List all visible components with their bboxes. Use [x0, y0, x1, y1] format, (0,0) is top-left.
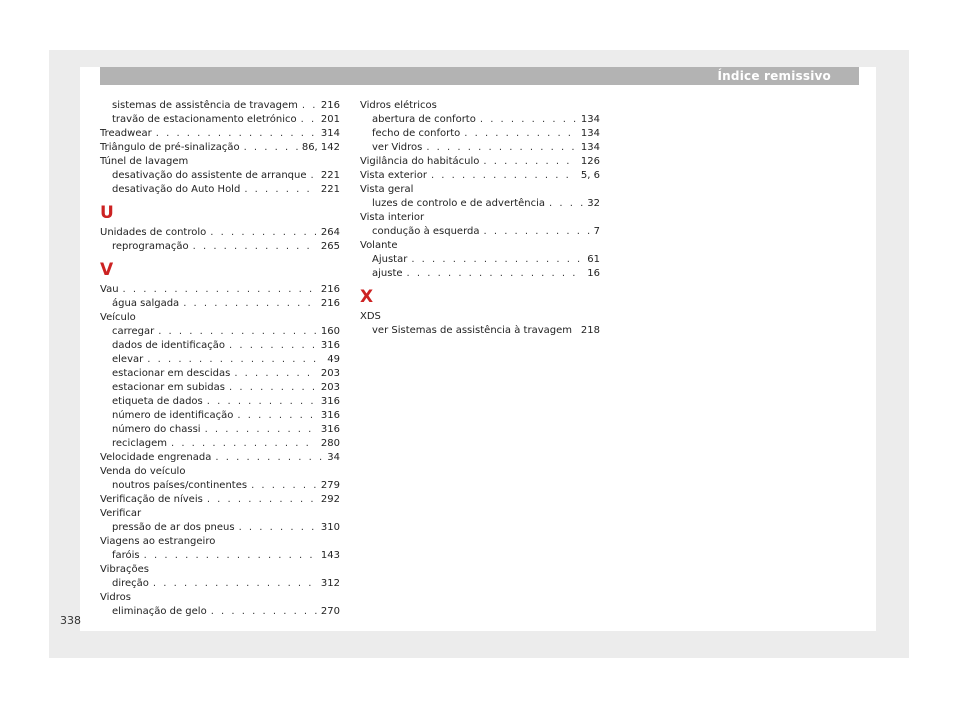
- index-subentry: [100, 113, 340, 127]
- index-subentry: [360, 225, 600, 239]
- entry-text: desativação do Auto Hold: [112, 184, 241, 195]
- entry-page-ref[interactable]: 49: [327, 354, 340, 365]
- index-entry: [100, 311, 340, 325]
- entry-text: Viagens ao estrangeiro: [100, 536, 216, 547]
- entry-page-ref[interactable]: 86, 142: [301, 142, 340, 153]
- entry-page-ref[interactable]: 5, 6: [580, 170, 600, 181]
- dot-leader: [207, 395, 317, 409]
- index-subentry: [100, 381, 340, 395]
- index-entry: [100, 535, 340, 549]
- index-subentry: [100, 577, 340, 591]
- index-subentry: [100, 353, 340, 367]
- header-bar: [100, 67, 859, 85]
- index-letter-heading: X: [360, 287, 374, 307]
- index-column-left: [100, 99, 340, 619]
- entry-page-ref[interactable]: 61: [587, 254, 600, 265]
- entry-text: estacionar em descidas: [112, 368, 231, 379]
- dot-leader: [207, 493, 317, 507]
- entry-page-ref[interactable]: 32: [587, 198, 600, 209]
- entry-page-ref[interactable]: 265: [320, 241, 340, 252]
- page-number: 338: [60, 614, 81, 627]
- entry-page-ref[interactable]: 310: [320, 522, 340, 533]
- index-letter-heading: U: [100, 203, 114, 223]
- index-entry: [100, 563, 340, 577]
- dot-leader: [211, 605, 317, 619]
- dot-leader: [123, 283, 317, 297]
- entry-page-ref[interactable]: 143: [320, 550, 340, 561]
- index-entry: [100, 591, 340, 605]
- dot-leader: [576, 324, 577, 338]
- index-subentry: [360, 197, 600, 211]
- index-entry: [100, 127, 340, 141]
- entry-text: água salgada: [112, 298, 180, 309]
- index-entry: [360, 211, 600, 225]
- entry-page-ref[interactable]: 316: [320, 396, 340, 407]
- index-subentry: [100, 367, 340, 381]
- entry-text: ver Sistemas de assistência à travagem: [372, 325, 572, 336]
- entry-text: reprogramação: [112, 241, 189, 252]
- entry-text: número de identificação: [112, 410, 234, 421]
- entry-text: Vigilância do habitáculo: [360, 156, 480, 167]
- entry-text: reciclagem: [112, 438, 167, 449]
- dot-leader: [411, 253, 583, 267]
- entry-text: Vidros: [100, 592, 131, 603]
- dot-leader: [144, 549, 317, 563]
- entry-text: Verificação de níveis: [100, 494, 203, 505]
- index-subentry: [100, 479, 340, 493]
- dot-leader: [251, 479, 317, 493]
- entry-text: Veículo: [100, 312, 136, 323]
- dot-leader: [210, 226, 317, 240]
- index-entry: [360, 310, 600, 324]
- dot-leader: [407, 267, 584, 281]
- entry-page-ref[interactable]: 218: [580, 325, 600, 336]
- entry-text: sistemas de assistência de travagem: [112, 100, 298, 111]
- entry-text: número do chassi: [112, 424, 201, 435]
- entry-page-ref[interactable]: 279: [320, 480, 340, 491]
- index-subentry: [360, 253, 600, 267]
- entry-text: elevar: [112, 354, 144, 365]
- index-subentry: [100, 169, 340, 183]
- entry-text: Treadwear: [100, 128, 152, 139]
- entry-text: estacionar em subidas: [112, 382, 225, 393]
- entry-text: etiqueta de dados: [112, 396, 203, 407]
- entry-text: Triângulo de pré-sinalização: [100, 142, 240, 153]
- entry-text: Vidros elétricos: [360, 100, 437, 111]
- dot-leader: [244, 141, 298, 155]
- entry-text: Volante: [360, 240, 398, 251]
- index-subentry: [100, 240, 340, 254]
- entry-page-ref[interactable]: 216: [320, 298, 340, 309]
- index-entry: [100, 155, 340, 169]
- entry-text: Venda do veículo: [100, 466, 186, 477]
- entry-page-ref[interactable]: 134: [580, 128, 600, 139]
- dot-leader: [229, 339, 317, 353]
- dot-leader: [302, 99, 317, 113]
- dot-leader: [311, 169, 317, 183]
- entry-text: Velocidade engrenada: [100, 452, 212, 463]
- index-subentry: [360, 324, 600, 338]
- dot-leader: [153, 577, 317, 591]
- index-subentry: [100, 409, 340, 423]
- entry-text: carregar: [112, 326, 155, 337]
- index-subentry: [100, 99, 340, 113]
- dot-leader: [426, 141, 577, 155]
- index-subentry: [360, 127, 600, 141]
- entry-text: abertura de conforto: [372, 114, 476, 125]
- entry-text: eliminação de gelo: [112, 606, 207, 617]
- entry-text: desativação do assistente de arranque: [112, 170, 307, 181]
- entry-page-ref[interactable]: 221: [320, 170, 340, 181]
- dot-leader: [301, 113, 317, 127]
- entry-text: luzes de controlo e de advertência: [372, 198, 546, 209]
- entry-text: noutros países/continentes: [112, 480, 248, 491]
- entry-text: Túnel de lavagem: [100, 156, 189, 167]
- entry-text: Ajustar: [372, 254, 408, 265]
- entry-page-ref[interactable]: 280: [320, 438, 340, 449]
- dot-leader: [464, 127, 577, 141]
- entry-page-ref[interactable]: 316: [320, 410, 340, 421]
- entry-text: Vista exterior: [360, 170, 427, 181]
- entry-text: pressão de ar dos pneus: [112, 522, 235, 533]
- index-subentry: [100, 423, 340, 437]
- entry-text: direção: [112, 578, 149, 589]
- index-entry: [360, 99, 600, 113]
- index-subentry: [360, 267, 600, 281]
- entry-page-ref[interactable]: 201: [320, 114, 340, 125]
- entry-text: condução à esquerda: [372, 226, 480, 237]
- index-subentry: [100, 437, 340, 451]
- index-subentry: [100, 549, 340, 563]
- entry-page-ref[interactable]: 314: [320, 128, 340, 139]
- entry-page-ref[interactable]: 221: [320, 184, 340, 195]
- index-entry: [100, 465, 340, 479]
- dot-leader: [171, 437, 317, 451]
- index-entry: [100, 141, 340, 155]
- dot-leader: [431, 169, 577, 183]
- entry-page-ref[interactable]: 292: [320, 494, 340, 505]
- entry-page-ref[interactable]: 134: [580, 114, 600, 125]
- dot-leader: [193, 240, 317, 254]
- dot-leader: [205, 423, 317, 437]
- index-subentry: [100, 339, 340, 353]
- entry-text: travão de estacionamento eletrónico: [112, 114, 297, 125]
- index-entry: [360, 155, 600, 169]
- dot-leader: [147, 353, 323, 367]
- entry-text: Vibrações: [100, 564, 149, 575]
- index-subentry: [360, 141, 600, 155]
- entry-text: Vau: [100, 284, 119, 295]
- dot-leader: [156, 127, 317, 141]
- index-entry: [100, 493, 340, 507]
- index-subentry: [360, 113, 600, 127]
- index-subentry: [100, 395, 340, 409]
- index-entry: [100, 451, 340, 465]
- index-subentry: [100, 297, 340, 311]
- index-subentry: [100, 605, 340, 619]
- index-entry: [100, 283, 340, 297]
- entry-page-ref[interactable]: 316: [320, 424, 340, 435]
- entry-page-ref[interactable]: 203: [320, 382, 340, 393]
- entry-text: faróis: [112, 550, 140, 561]
- dot-leader: [234, 367, 317, 381]
- entry-page-ref[interactable]: 216: [320, 100, 340, 111]
- entry-page-ref[interactable]: 7: [593, 226, 600, 237]
- entry-page-ref[interactable]: 16: [587, 268, 600, 279]
- entry-text: ver Vidros: [372, 142, 423, 153]
- entry-page-ref[interactable]: 312: [320, 578, 340, 589]
- dot-leader: [183, 297, 317, 311]
- index-entry: [360, 169, 600, 183]
- entry-text: Verificar: [100, 508, 142, 519]
- entry-text: ajuste: [372, 268, 403, 279]
- index-entry: [100, 226, 340, 240]
- entry-page-ref[interactable]: 160: [320, 326, 340, 337]
- entry-text: Vista geral: [360, 184, 414, 195]
- entry-page-ref[interactable]: 270: [320, 606, 340, 617]
- entry-text: Vista interior: [360, 212, 425, 223]
- dot-leader: [237, 409, 316, 423]
- entry-text: fecho de conforto: [372, 128, 461, 139]
- entry-page-ref[interactable]: 126: [580, 156, 600, 167]
- index-subentry: [100, 521, 340, 535]
- entry-page-ref[interactable]: 216: [320, 284, 340, 295]
- entry-page-ref[interactable]: 34: [327, 452, 340, 463]
- dot-leader: [244, 183, 317, 197]
- dot-leader: [229, 381, 317, 395]
- dot-leader: [215, 451, 323, 465]
- entry-text: Unidades de controlo: [100, 227, 207, 238]
- entry-text: XDS: [360, 311, 381, 322]
- entry-page-ref[interactable]: 134: [580, 142, 600, 153]
- dot-leader: [480, 113, 577, 127]
- index-subentry: [100, 183, 340, 197]
- entry-page-ref[interactable]: 203: [320, 368, 340, 379]
- dot-leader: [549, 197, 583, 211]
- index-letter-heading: V: [100, 260, 114, 280]
- dot-leader: [483, 155, 577, 169]
- dot-leader: [158, 325, 317, 339]
- page-title: Índice remissivo: [717, 69, 831, 83]
- index-column-right: [360, 99, 600, 338]
- entry-text: dados de identificação: [112, 340, 225, 351]
- entry-page-ref[interactable]: 264: [320, 227, 340, 238]
- index-subentry: [100, 325, 340, 339]
- dot-leader: [483, 225, 589, 239]
- index-entry: [360, 183, 600, 197]
- entry-page-ref[interactable]: 316: [320, 340, 340, 351]
- dot-leader: [239, 521, 317, 535]
- index-entry: [100, 507, 340, 521]
- index-entry: [360, 239, 600, 253]
